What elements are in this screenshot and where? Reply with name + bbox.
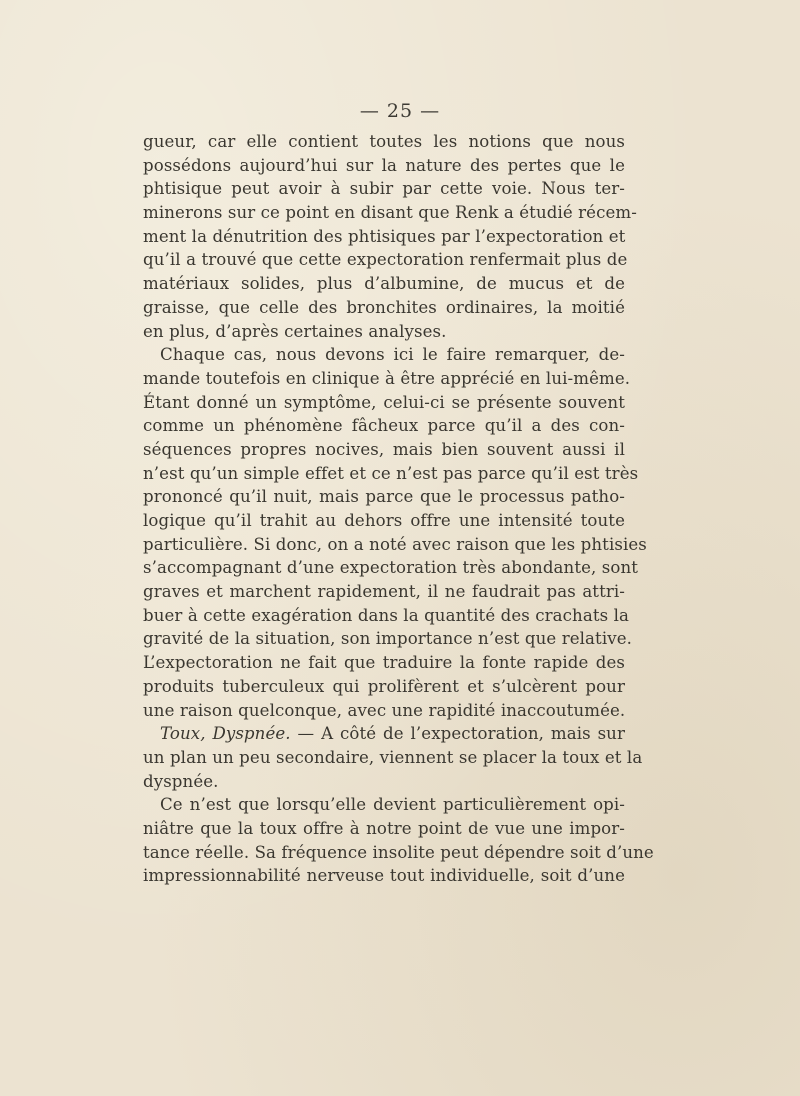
text-line: séquences propres nocives, mais bien souvent aussi il [143,439,625,459]
text-line [143,722,625,746]
text-line: en plus, d’après certaines analyses. [143,321,447,341]
text-line: une raison quelconque, avec une rapidité inaccoutumée. [143,700,626,720]
text-line: gravité de la situation, son importance n’est que relative. [143,629,632,649]
text-line: produits tuberculeux qui prolifèrent et s’ulcèrent pour [143,676,625,696]
text-line: matériaux solides, plus d’albumine, de mucus et de [143,274,625,294]
text-line: impressionnabilité nerveuse tout individuelle, soit d’une [143,866,625,886]
text-line: tance réelle. Sa fréquence insolite peut dépendre soit d’une [143,842,654,862]
text-line: un plan un peu secondaire, viennent se placer la toux et la [143,747,643,767]
text-line: buer à cette exagération dans la quantité des crachats la [143,605,629,625]
text-line: s’accompagnant d’une expectoration très abondante, sont [143,558,639,578]
page-number: — 25 — [359,100,441,122]
text-line: particulière. Si donc, on a noté avec raison que les phtisies [143,534,647,554]
text-line: graves et marchent rapidement, il ne faudrait pas attri- [143,582,625,602]
text-line: gueur, car elle contient toutes les notions que nous [143,132,625,151]
text-line: dyspnée. [143,771,219,791]
text-line: prononcé qu’il nuit, mais parce que le processus patho- [143,487,625,507]
text-line: comme un phénomène fâcheux parce qu’il a des con- [143,416,625,436]
text-line: n’est qu’un simple effet et ce n’est pas parce qu’il est très [143,463,639,483]
text-line: ment la dénutrition des phtisiques par l’expectoration et [143,226,626,246]
text-line: Étant donné un symptôme, celui-ci se présente souvent [143,392,625,412]
text-line-continuation: — A côté de l’expectoration, mais sur [290,724,626,744]
text-line: niâtre que la toux offre à notre point de vue une impor- [143,818,625,838]
text-line: Ce n’est que lorsqu’elle devient particulièrement opi- [160,795,625,815]
text-line: possédons aujourd’hui sur la nature des pertes que le [143,155,625,175]
text-line: logique qu’il trahit au dehors offre une intensité toute [143,511,625,530]
text-line: graisse, que celle des bronchites ordinaires, la moitié [143,297,625,317]
text-line: L’expectoration ne fait que traduire la fonte rapide des [143,653,625,673]
text-line: Chaque cas, nous devons ici le faire remarquer, de- [160,345,625,365]
section-heading-italic: Toux, Dyspnée. [160,724,291,744]
text-line: phtisique peut avoir à subir par cette voie. Nous ter- [143,179,625,199]
body-text [143,130,654,888]
text-line: mande toutefois en clinique à être apprécié en lui-même. [143,368,631,388]
text-line: qu’il a trouvé que cette expectoration renfermait plus de [143,250,628,270]
text-line: minerons sur ce point en disant que Renk a étudié récem- [143,203,637,223]
